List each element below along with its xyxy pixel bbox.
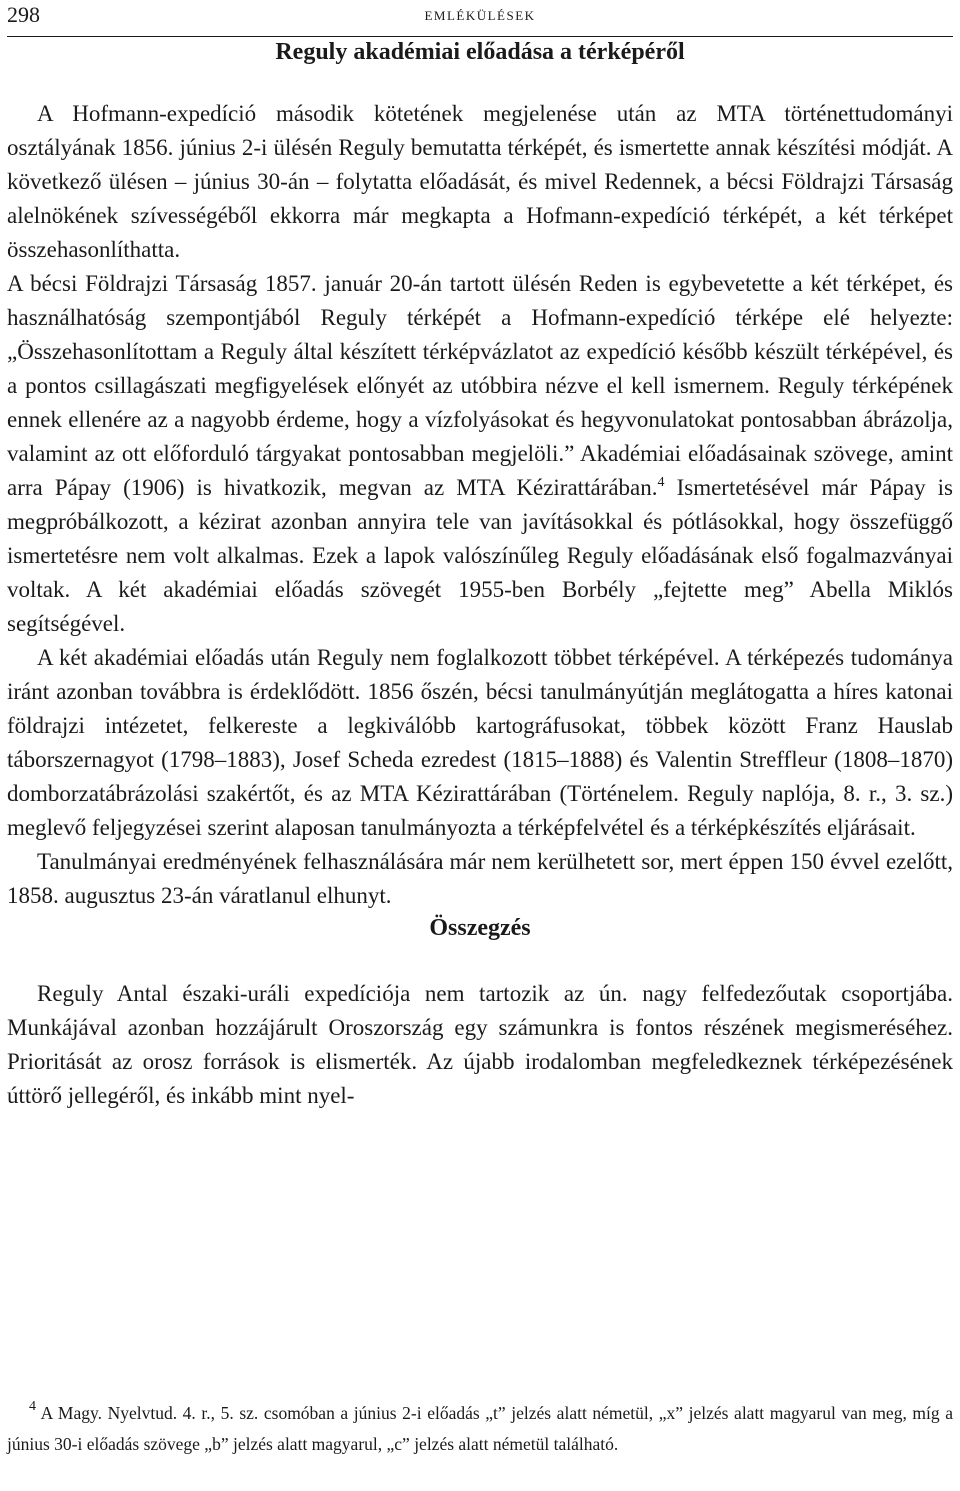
body-paragraph xyxy=(7,267,953,641)
paragraph-text: Ismertetésével már Pápay is megpróbálkozott, a kézirat azonban annyira tele van javításokkal és pótlásokkal, hogy összefüggő ismertetésre nem volt alkalmas. Ezek a lapok valószínűleg Reguly előadásának első fogalmazványai voltak. A két akadémiai előadás szövegét 1955-ben Borbély „fejtette meg” Abella Miklós segítségével. xyxy=(7,475,953,636)
footnote-body: A Magy. Nyelvtud. 4. r., 5. sz. csomóban a június 2-i előadás „t” jelzés alatt németül, „x” jelzés alatt magyarul van meg, míg a június 30-i előadás szövege „b” jelzés alatt magyarul, „c” jelzés alatt németül található. xyxy=(7,1403,953,1454)
running-title: emlékülések xyxy=(424,4,536,24)
footnote-text xyxy=(7,1398,953,1460)
page-number: 298 xyxy=(7,2,40,27)
body-paragraph: A Hofmann-expedíció második kötetének megjelenése után az MTA történettudományi osztályának 1856. június 2-i ülésén Reguly bemutatta térképét, és ismertette annak készítési módját. A következő ülésen – június 30-án – folytatta előadását, és mivel Redennek, a bécsi Földrajzi Társaság alelnökének szívességéből ekkorra már megkapta a Hofmann-expedíció térképét, a két térképet összehasonlíthatta. xyxy=(7,101,953,262)
section-title: Összegzés xyxy=(429,915,531,941)
paragraph-text: A bécsi Földrajzi Társaság 1857. január 20-án tartott ülésén Reden is egybevetette a két térképet, és használhatóság szempontjából Reguly térképét a Hofmann-expedíció térképe elé helyezte: „Összehasonlítottam a Reguly által készített térképvázlatot az expedíció később készült térképével, és a pontos csillagászati megfigyelések előnyét az utóbbira nézve el kell ismernem. Reguly térképének ennek ellenére az a nagyobb érdeme, hogy a vízfolyásokat és hegyvonulatokat pontosabban ábrázolja, valamint az ott előforduló tárgyakat pontosabban megjelöli.” Akadémiai előadásainak szövege, amint arra Pápay (1906) is hivatkozik, megvan az MTA Kézirattárában. xyxy=(7,271,953,500)
footnote xyxy=(7,1398,953,1460)
section-title: Reguly akadémiai előadása a térképéről xyxy=(275,39,685,65)
document-page xyxy=(7,0,953,1454)
body-paragraph: Reguly Antal északi-uráli expedíciója nem tartozik az ún. nagy felfedezőutak csoportjába. Munkájával azonban hozzájárult Oroszország egy számunkra is fontos részének megismeréséhez. Prioritását az orosz források is elismerték. Az újabb irodalomban megfeledkeznek térképezésének úttörő jellegéről, és inkább mint nyel- xyxy=(7,981,953,1108)
footnote-reference: 4 xyxy=(657,475,665,490)
body-paragraph: Tanulmányai eredményének felhasználására már nem kerülhetett sor, mert éppen 150 évvel ezelőtt, 1858. augusztus 23-án váratlanul elhunyt. xyxy=(7,849,953,908)
footnote-marker: 4 xyxy=(29,1399,36,1414)
body-paragraph: A két akadémiai előadás után Reguly nem foglalkozott többet térképével. A térképezés tudománya iránt azonban továbbra is érdeklődött. 1856 őszén, bécsi tanulmányútján meglátogatta a híres katonai földrajzi intézetet, felkereste a legkiválóbb kartográfusokat, többek között Franz Hauslab táborszernagyot (1798–1883), Josef Scheda ezredest (1815–1888) és Valentin Streffleur (1808–1870) domborzatábrázolási szakértőt, és az MTA Kézirattárában (Történelem. Reguly naplója, 8. r., 3. sz.) meglevő feljegyzései szerint alaposan tanulmányozta a térképfelvétel és a térképkészítés eljárásait. xyxy=(7,645,953,840)
running-header xyxy=(7,0,953,37)
